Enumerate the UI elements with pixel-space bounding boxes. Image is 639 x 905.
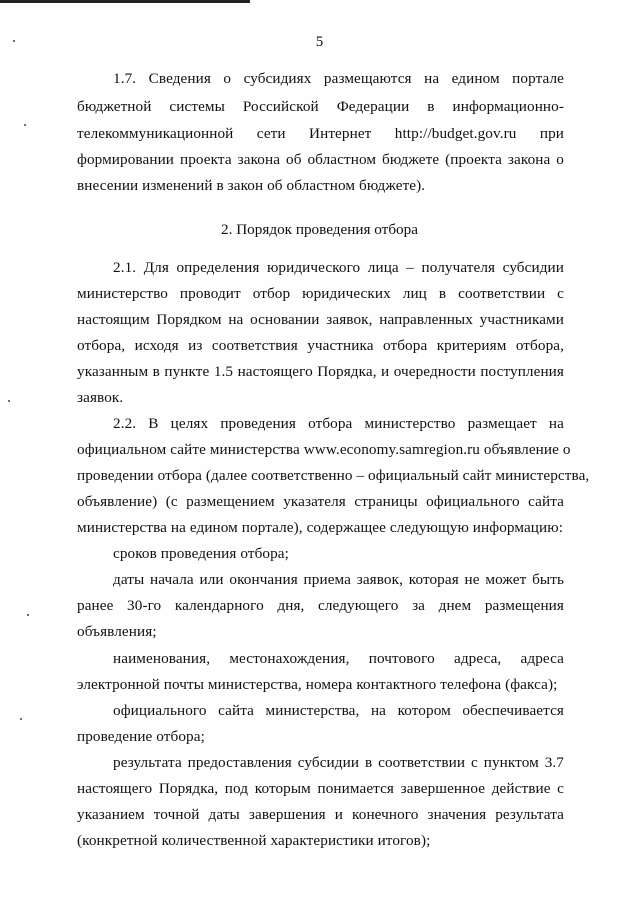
section-heading: 2. Порядок проведения отбора — [221, 221, 418, 238]
text-line: ранее 30-го календарного дня, следующего за днем размещения — [77, 597, 564, 614]
text-line: даты начала или окончания приема заявок, которая не может быть — [113, 571, 564, 588]
text-line: 2.1. Для определения юридического лица – получателя субсидии — [113, 259, 564, 276]
text-line: объявление) (с размещением указателя страницы официального сайта — [77, 493, 564, 510]
text-line: заявок. — [77, 389, 124, 406]
text-line: официального сайта министерства, на котором обеспечивается — [113, 702, 564, 719]
text-line: указанным в пункте 1.5 настоящего Порядка, и очередности поступления — [77, 363, 564, 380]
text-line: (конкретной количественной характеристики итогов); — [77, 832, 431, 849]
text-line: указанием точной даты завершения и конечного значения результата — [77, 806, 564, 823]
text-line: проведении отбора (далее соответственно – официальный сайт министерства, — [77, 467, 590, 484]
scan-speck — [27, 614, 29, 616]
text-line: настоящим Порядком на основании заявок, направленных участниками — [77, 311, 564, 328]
text-line: объявления; — [77, 623, 157, 640]
text-line: официальном сайте министерства www.economy.samregion.ru объявление о — [77, 441, 571, 458]
text-line: наименования, местонахождения, почтового адреса, адреса — [113, 650, 564, 667]
text-line: 2.2. В целях проведения отбора министерство размещает на — [113, 415, 564, 432]
scan-speck — [13, 40, 15, 42]
scan-speck — [20, 718, 22, 720]
text-line: результата предоставления субсидии в соответствии с пунктом 3.7 — [113, 754, 564, 771]
scan-speck — [8, 400, 10, 402]
text-line: сроков проведения отбора; — [113, 545, 289, 562]
scan-speck — [24, 124, 26, 126]
text-line: электронной почты министерства, номера контактного телефона (факса); — [77, 676, 558, 693]
text-line: телекоммуникационной сети Интернет http://budget.gov.ru при — [77, 125, 564, 142]
text-line: внесении изменений в закон об областном бюджете). — [77, 177, 426, 194]
text-line: проведение отбора; — [77, 728, 205, 745]
page-number: 5 — [315, 34, 324, 50]
text-line: отбора, исходя из соответствия участника отбора критериям отбора, — [77, 337, 564, 354]
text-line: министерство проводит отбор юридических лиц в соответствии с — [77, 285, 564, 302]
scan-top-line — [0, 0, 250, 3]
text-line: формировании проекта закона об областном бюджете (проекта закона о — [77, 151, 564, 168]
text-line: настоящего Порядка, под которым понимается завершенное действие с — [77, 780, 564, 797]
text-line: министерства на едином портале), содержащее следующую информацию: — [77, 519, 564, 536]
text-line: бюджетной системы Российской Федерации в информационно- — [77, 98, 564, 115]
text-line: 1.7. Сведения о субсидиях размещаются на едином портале — [113, 70, 564, 87]
